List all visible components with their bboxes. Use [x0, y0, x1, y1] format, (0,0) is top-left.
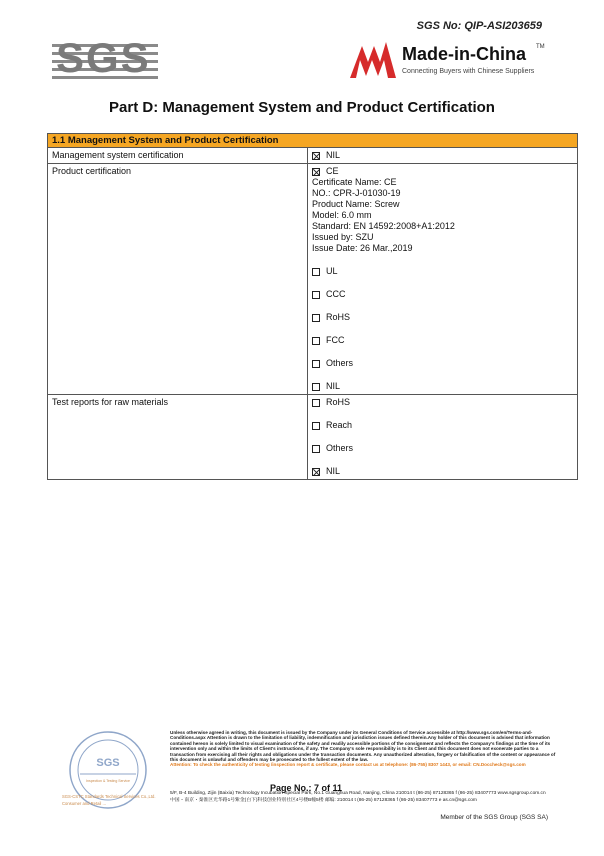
sgs-stamp-icon [60, 728, 170, 818]
checked-checkbox-icon [312, 468, 320, 476]
page-title: Part D: Management System and Product Certification [109, 99, 495, 116]
table-row [48, 164, 578, 395]
stamp-left-text-2: Consumer and Retail ... [62, 801, 106, 806]
checked-checkbox-icon [312, 168, 320, 176]
option-label: RoHS [326, 312, 351, 322]
option-label: UL [326, 266, 338, 276]
ce-detail: Product Name: Screw [312, 199, 400, 209]
made-in-china-logo [350, 42, 550, 82]
checked-checkbox-icon [312, 152, 320, 160]
option-rohs [312, 397, 573, 408]
option-label: Reach [326, 420, 353, 430]
option-others [312, 358, 573, 369]
option-ul [312, 266, 573, 277]
ce-detail: Issue Date: 26 Mar.,2019 [312, 243, 413, 253]
section-title: 1.1 Management System and Product Certification [48, 134, 578, 148]
legal-notice [170, 730, 558, 768]
checkbox-icon [312, 399, 320, 407]
option-label: NIL [326, 466, 341, 476]
checkbox-icon [312, 445, 320, 453]
option-reach [312, 420, 573, 431]
table-row [48, 148, 578, 164]
made-in-china-mark-icon [350, 42, 396, 78]
option-label: CE [326, 166, 339, 176]
option-label: RoHS [326, 397, 351, 407]
option-nil [312, 150, 573, 161]
page-number: Page No.: 7 of 11 [270, 783, 343, 793]
member-text: Member of the SGS Group (SGS SA) [440, 814, 548, 821]
option-others [312, 443, 573, 454]
option-label: CCC [326, 289, 346, 299]
checkbox-icon [312, 268, 320, 276]
ce-detail: Model: 6.0 mm [312, 210, 372, 220]
checkbox-icon [312, 383, 320, 391]
option-label: NIL [326, 150, 341, 160]
ce-detail: Standard: EN 14592:2008+A1:2012 [312, 221, 455, 231]
made-in-china-name: Made-in-China [402, 44, 526, 64]
row-label: Management system certification [48, 148, 308, 164]
option-fcc [312, 335, 573, 346]
checkbox-icon [312, 360, 320, 368]
table-row [48, 395, 578, 480]
checkbox-icon [312, 291, 320, 299]
ce-detail: Issued by: SZU [312, 232, 374, 242]
option-ce [312, 166, 573, 177]
sgs-logo-text: SGS [56, 34, 151, 81]
stamp-inner-text: Inspection & Testing Service [86, 779, 130, 783]
row-label: Test reports for raw materials [48, 395, 308, 480]
certification-table [47, 133, 578, 480]
option-nil [312, 381, 573, 392]
row-options [308, 395, 578, 480]
ce-detail: Certificate Name: CE [312, 177, 397, 187]
row-options [308, 164, 578, 395]
row-label: Product certification [48, 164, 308, 395]
made-in-china-tm: TM [536, 44, 545, 50]
legal-text: Unless otherwise agreed in writing, this document is issued by the Company under its General Conditions of Service accessible at http://www.sgs.com/en/Terms-and-Conditions.aspx Attention is drawn to the limitation of liability, indemnification and jurisdiction issues defined therein.Any holder of this document is advised that information contained hereon is solely limited to visual examination of the safety and readily accessible portions of the consignment and reflects the Company's findings at the time of its intervention only and within the limits of Client's instructions, if any. The Company's sole responsibility is to its Client and this document does not exonerate parties to a transaction from exercising all their rights and obligations under the transaction documents. Any unauthorized alteration, forgery or falsification of the content or appearance of this document is unlawful and offenders may be prosecuted to the fullest extent of the law. [170, 730, 556, 763]
sgs-logo [52, 30, 158, 88]
option-label: FCC [326, 335, 345, 345]
report-number: SGS No: QIP-ASI203659 [416, 20, 542, 32]
made-in-china-tagline: Connecting Buyers with Chinese Suppliers [402, 68, 535, 75]
option-ccc [312, 289, 573, 300]
footer [60, 728, 560, 818]
address-cn: 中国・南京・秦淮区光华路1号紫金(白下)科技创业特别社区4号楼B幢5楼 邮编: 210014 t (86-25) 87128365 f (86-25) 83407773 e as.cn@sgs.com [170, 798, 477, 803]
option-label: Others [326, 358, 354, 368]
option-rohs [312, 312, 573, 323]
stamp-left-text: SGS-CSTC Standards Technical Services Co.,Ltd. [62, 794, 156, 799]
row-options [308, 148, 578, 164]
checkbox-icon [312, 337, 320, 345]
address-en: 5/F, B-4 Building, Zijin (Baixia) Technology Incubation Special Park, No.1 Guanghua Road, Nanjing, China 210014 t (86-25) 87128365 f (86-25) 83407773 www.sgsgroup.com.cn [170, 791, 546, 796]
checkbox-icon [312, 422, 320, 430]
checkbox-icon [312, 314, 320, 322]
option-label: Others [326, 443, 354, 453]
svg-text:SGS: SGS [96, 757, 120, 769]
option-nil [312, 466, 573, 477]
authenticity-notice: Attention: To check the authenticity of testing /inspection report & certificate, please contact us at telephone: (86-755) 8307 1443, or email: CN.Doccheck@sgs.com [170, 762, 526, 768]
option-label: NIL [326, 381, 341, 391]
ce-detail: NO.: CPR-J-01030-19 [312, 188, 401, 198]
address-block [170, 790, 560, 804]
